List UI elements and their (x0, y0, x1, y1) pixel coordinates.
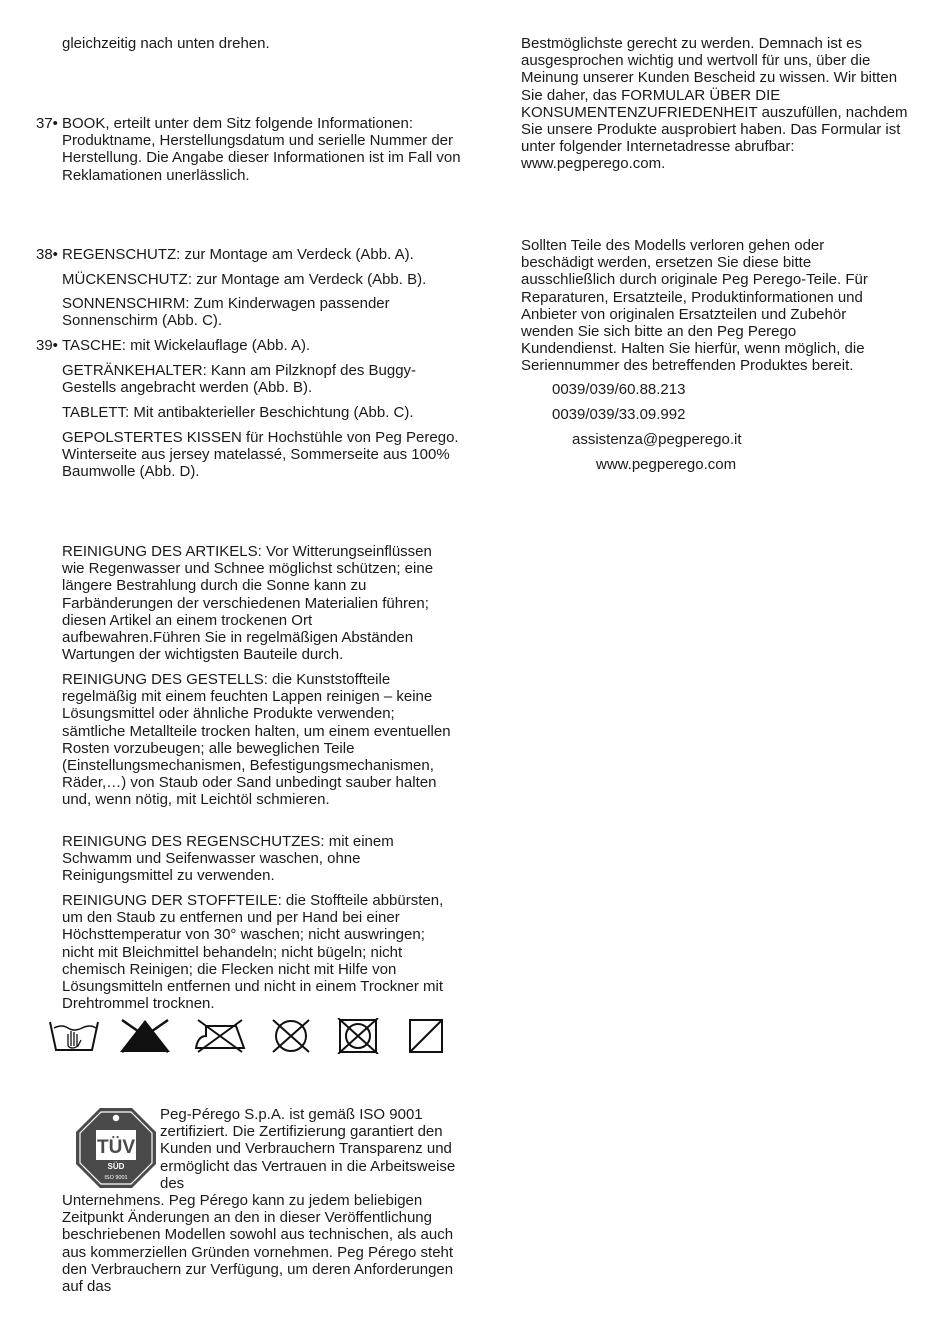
tuv-text-continued: Unternehmens. Peg Pérego kann zu jedem beliebigen Zeitpunkt Änderungen an den in dieser Veröffentlichung beschriebenen Modellen sowohl aus technischen, als auch aus kommerziellen Gründen vornehmen. Peg Pérego steht den Verbrauchern zur Verfügung, um deren Anforderungen auf das (62, 1192, 454, 1296)
item-39-line: GETRÄNKEHALTER: Kann am Pilzknopf des Buggy-Gestells angebracht werden (Abb. B). (62, 362, 417, 397)
item-39-line: TABLETT: Mit antibakterieller Beschichtung (Abb. C). (62, 404, 414, 421)
bleach-icon (118, 1018, 172, 1054)
survey-paragraph: Bestmöglichste gerecht zu werden. Demnach ist es ausgesprochen wichtig und wertvoll für uns, über die Meinung unserer Kunden Bescheid zu wissen. Wir bitten Sie daher, das FORMULAR ÜBER DIE KONSUMENTENZUFRIEDENHEIT auszufüllen, nachdem Sie unsere Produkte ausprobiert haben. Das Formular ist unter folgender Internetadresse abrufbar: www.pegperego.com. (521, 35, 908, 173)
item-38-line: MÜCKENSCHUTZ: zur Montage am Verdeck (Abb. B). (62, 271, 427, 288)
care-symbols (46, 1018, 446, 1058)
item-39-line: TASCHE: mit Wickelauflage (Abb. A). (62, 337, 311, 354)
tuv-certification-logo (74, 1106, 158, 1190)
tuv-logo-text: TÜV (97, 1137, 135, 1158)
cleaning-paragraph: REINIGUNG DER STOFFTEILE: die Stoffteile abbürsten, um den Staub zu entfernen und per Hand bei einer Höchsttemperatur von 30° waschen; nicht auswringen; nicht mit Bleichmittel behandeln; nicht bügeln; nicht chemisch Reinigen; die Flecken nicht mit Hilfe von Lösungsmitteln entfernen und nicht in einem Trockner mit Drehtrommel trocknen. (62, 892, 444, 1013)
cleaning-paragraph: REINIGUNG DES REGENSCHUTZES: mit einem Schwamm und Seifenwasser waschen, ohne Reinigungsmittel zu verwenden. (62, 833, 394, 885)
phone-number: 0039/039/60.88.213 (552, 381, 686, 398)
website-link[interactable]: www.pegperego.com (596, 456, 737, 473)
cleaning-paragraph: REINIGUNG DES ARTIKELS: Vor Witterungseinflüssen wie Regenwasser und Schnee möglichst schützen; eine längere Bestrahlung durch die Sonne kann zu Farbänderungen der verschiedenen Materialien führen; diesen Artikel an einem trockenen Ort aufbewahren.Führen Sie in regelmäßigen Abständen Wartungen der wichtigsten Bauteile durch. (62, 543, 434, 664)
item-37-text: BOOK, erteilt unter dem Sitz folgende Informationen: Produktname, Herstellungsdatum und serielle Nummer der Herstellung. Die Angabe dieser Informationen ist im Fall von Reklamationen unerlässlich. (62, 115, 461, 184)
no-iron-icon (192, 1018, 248, 1054)
item-number: 39• (36, 337, 58, 354)
no-tumble-dry-icon (336, 1018, 380, 1054)
item-number: 38• (36, 246, 58, 263)
intro-line: gleichzeitig nach unten drehen. (62, 35, 270, 52)
service-paragraph: Sollten Teile des Modells verloren gehen oder beschädigt werden, ersetzen Sie diese bitte ausschließlich durch originale Peg Perego-Teile. Für Reparaturen, Ersatzteile, Produktinformationen und Anbieter von originalen Ersatzteilen und Zubehör wenden Sie sich bitte an den Peg Perego Kundendienst. Halten Sie hierfür, wenn möglich, die Seriennummer des betreffenden Produktes bereit. (521, 237, 868, 375)
email-address[interactable]: assistenza@pegperego.it (572, 431, 742, 448)
no-dry-clean-icon (266, 1018, 316, 1054)
tuv-logo-iso: ISO 9001 (104, 1175, 128, 1181)
tuv-text: Peg-Pérego S.p.A. ist gemäß ISO 9001 zertifiziert. Die Zertifizierung garantiert den Kunden und Verbrauchern Transparenz und ermöglicht das Vertrauen in die Arbeitsweise des (160, 1106, 456, 1192)
item-number: 37• (36, 115, 58, 132)
dry-flat-icon (408, 1018, 444, 1054)
cleaning-paragraph: REINIGUNG DES GESTELLS: die Kunststoffteile regelmäßig mit einem feuchten Lappen reinigen – keine Lösungsmittel oder ähnliche Produkte verwenden; sämtliche Metallteile trocken halten, um einem eventuellen Rosten vorzubeugen; alle beweglichen Teile (Einstellungsmechanismen, Befestigungsmechanismen, Räder,…) von Staub oder Sand unbedingt sauber halten und, wenn nötig, mit Leichtöl schmieren. (62, 671, 451, 809)
item-38-line: SONNENSCHIRM: Zum Kinderwagen passender Sonnenschirm (Abb. C). (62, 295, 390, 330)
item-38-line: REGENSCHUTZ: zur Montage am Verdeck (Abb. A). (62, 246, 414, 263)
hand-wash-icon (48, 1018, 100, 1054)
item-39-line: GEPOLSTERTES KISSEN für Hochstühle von Peg Perego. Winterseite aus jersey matelassé, Sommerseite aus 100% Baumwolle (Abb. D). (62, 429, 459, 481)
fax-number: 0039/039/33.09.992 (552, 406, 686, 423)
tuv-logo-sub: SÜD (107, 1162, 125, 1171)
